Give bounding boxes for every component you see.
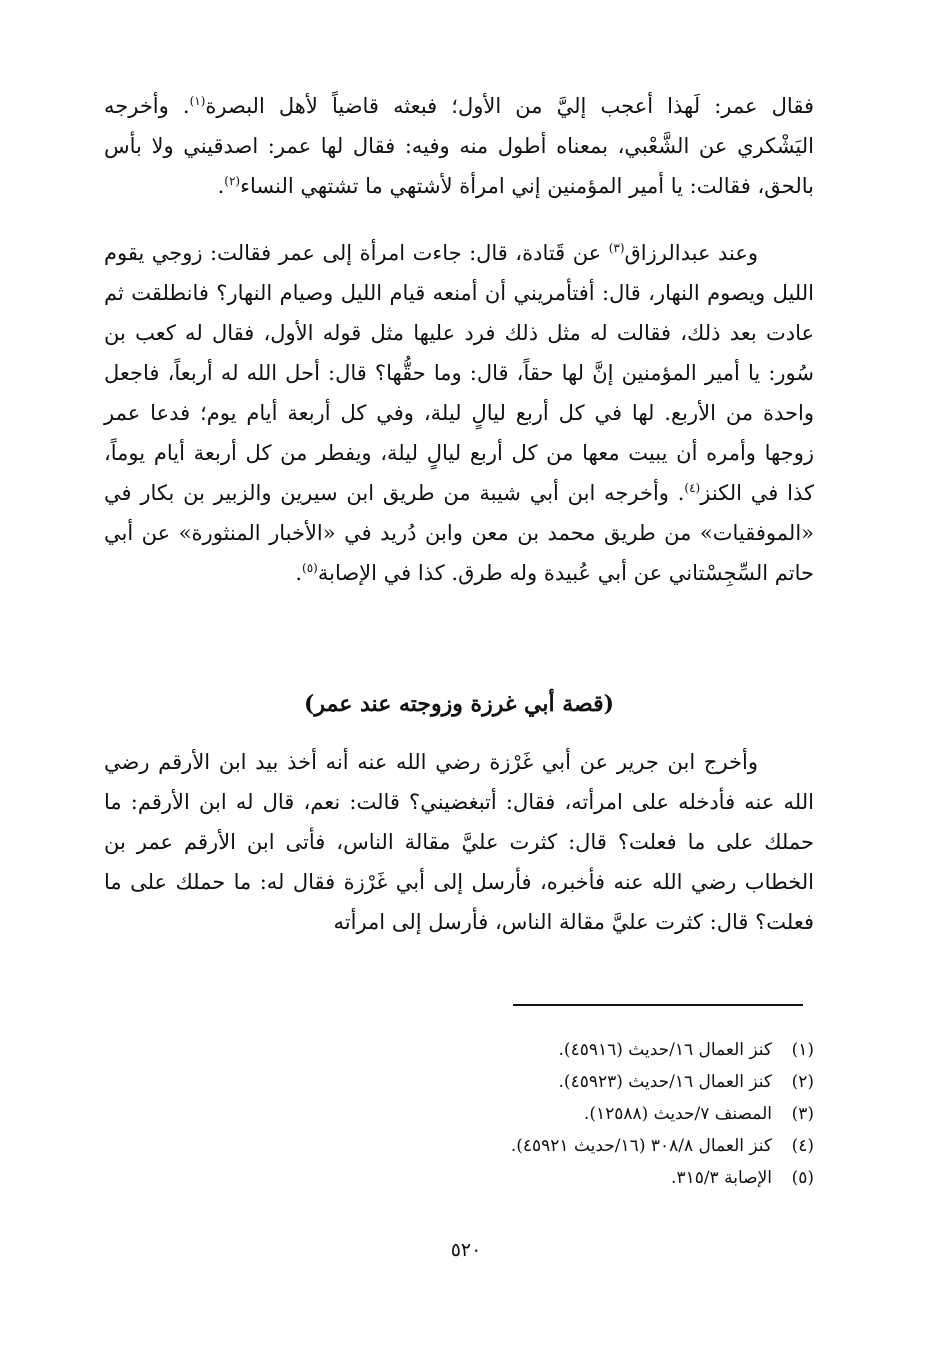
footnote-text: المصنف ٧/حديث (١٢٥٨٨).: [583, 1104, 772, 1124]
footnote-ref-3: (٣): [608, 241, 625, 255]
paragraph-2-text-d: .: [295, 561, 303, 585]
footnote-number: (٣): [791, 1104, 814, 1124]
footnote-ref-5: (٥): [302, 561, 318, 575]
footnote-divider: [513, 1004, 803, 1006]
footnote-text: الإصابة ٣١٥/٣.: [671, 1168, 772, 1188]
footnote-item: [300, 1034, 814, 1066]
footnote-item: [300, 1098, 814, 1130]
footnotes-list: [300, 1034, 814, 1194]
footnote-text: كنز العمال ١٦/حديث (٤٥٩٢٣).: [558, 1072, 772, 1092]
section-heading: (قصة أبي غرزة وزوجته عند عمر): [303, 691, 615, 717]
footnote-text: كنز العمال ١٦/حديث (٤٥٩١٦).: [558, 1040, 772, 1060]
footnote-ref-2: (٢): [224, 174, 241, 188]
footnote-number: (١): [791, 1040, 814, 1060]
paragraph-2-text-c: . وأخرجه ابن أبي شيبة من طريق ابن سيرين والزبير بن بكار في «الموفقيات» من طريق محمد بن معن وابن دُريد في «الأخبار المنثورة» عن أبي حاتم السِّجِسْتاني عن أبي عُبيدة وله طرق. كذا في الإصابة: [104, 481, 814, 585]
footnote-number: (٢): [791, 1072, 814, 1092]
footnote-item: [300, 1066, 814, 1098]
footnote-text: كنز العمال ٣٠٨/٨ (١٦/حديث ٤٥٩٢١).: [510, 1136, 772, 1156]
paragraph-1: [104, 86, 814, 206]
footnote-item: [300, 1130, 814, 1162]
footnote-ref-4: (٤): [684, 481, 701, 495]
footnote-item: [300, 1162, 814, 1194]
paragraph-1-text-b: . وأخرجه اليَشْكري عن الشَّعْبي، بمعناه أطول منه وفيه: فقال لها عمر: اصدقيني ولا بأس بالحق، فقالت: يا أمير المؤمنين إني امرأة لأشتهي ما تشتهي النساء: [104, 94, 814, 198]
footnote-number: (٥): [791, 1168, 814, 1188]
page-number: ٥٢٠: [450, 1239, 482, 1261]
paragraph-1-text-a: فقال عمر: لَهذا أعجب إليَّ من الأول؛ فبعثه قاضياً لأهل البصرة: [205, 94, 814, 118]
paragraph-2-text-a: وعند عبدالرزاق: [624, 241, 758, 265]
footnote-ref-1: (١): [189, 94, 206, 108]
paragraph-3: وأخرج ابن جرير عن أبي غَرْزة رضي الله عنه أنه أخذ بيد ابن الأرقم رضي الله عنه فأدخله على امرأته، فقال: أتبغضيني؟ قالت: نعم، قال له ابن الأرقم: ما حملك على ما فعلت؟ قال: كثرت عليَّ مقالة الناس، فأتى ابن الأرقم عمر بن الخطاب رضي الله عنه فأخبره، فأرسل إلى أبي غَرْزة فقال له: ما حملك على ما فعلت؟ قال: كثرت عليَّ مقالة الناس، فأرسل إلى امرأته: [104, 750, 814, 934]
paragraph-1-text-c: .: [217, 174, 225, 198]
paragraph-2: [104, 233, 814, 593]
footnote-number: (٤): [791, 1136, 814, 1156]
paragraph-2-text-b: عن قَتادة، قال: جاءت امرأة إلى عمر فقالت: زوجي يقوم الليل ويصوم النهار، قال: أفتأمريني أن أمنعه قيام الليل وصيام النهار؟ فانطلقت ثم عادت بعد ذلك، فقالت له مثل ذلك فرد عليها مثل قوله الأول، فقال له كعب بن سُور: يا أمير المؤمنين إنَّ لها حقاً، قال: وما حقُّها؟ قال: أحل الله له أربعاً، فاجعل واحدة من الأربع. لها في كل أربع ليالٍ ليلة، وفي كل أربعة أيام يوم؛ فدعا عمر زوجها وأمره أن يبيت معها من كل أربع ليالٍ ليلة، ويفطر من كل أربعة أيام يوماً، كذا في الكنز: [104, 241, 814, 505]
